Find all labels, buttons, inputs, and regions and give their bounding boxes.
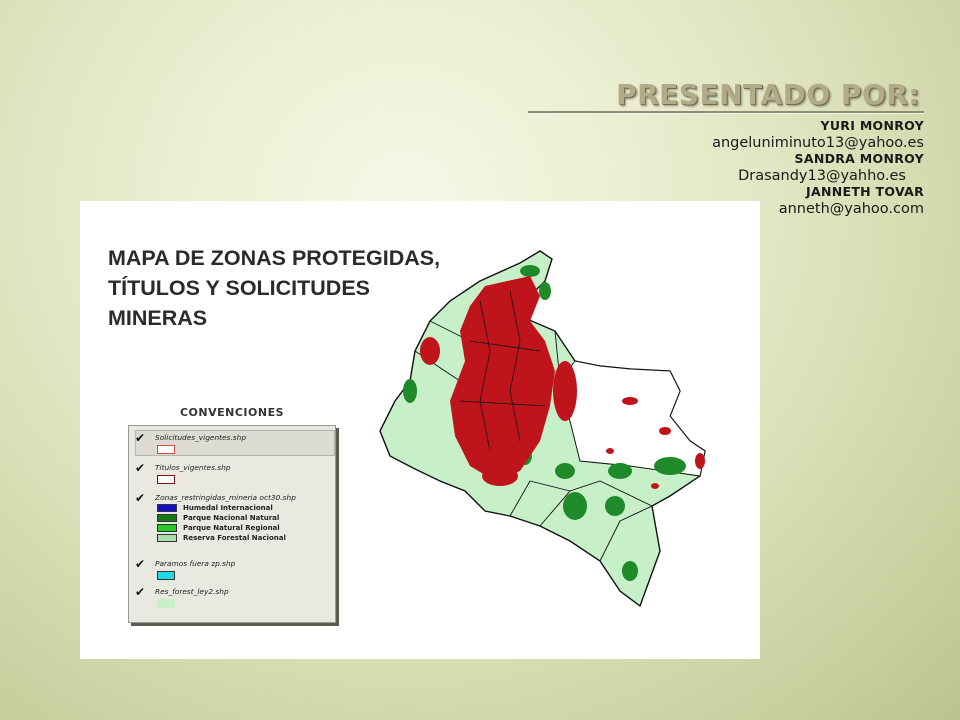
legend-swatch — [157, 534, 177, 542]
presenters-title: PRESENTADO POR: — [616, 78, 920, 111]
author-name: JANNETH TOVAR — [806, 184, 924, 199]
legend-class-pnn: Parque Nacional Natural — [157, 514, 279, 522]
legend-panel — [128, 406, 336, 623]
check-icon[interactable]: ✔ — [135, 431, 146, 445]
map-title-line2: TÍTULOS Y SOLICITUDES MINERAS — [108, 276, 371, 330]
map-title-line1: MAPA DE ZONAS PROTEGIDAS, — [108, 246, 441, 270]
legend-swatch — [157, 475, 175, 484]
legend-swatch — [157, 514, 177, 522]
author-name: YURI MONROY — [820, 118, 924, 133]
legend-swatch — [157, 504, 177, 512]
title-divider — [528, 111, 924, 113]
layer-label: Res_forest_ley2.shp — [155, 587, 229, 596]
author-email: angeluniminuto13@yahoo.es — [712, 134, 924, 151]
eastern-plains — [560, 361, 705, 476]
legend-swatch — [157, 524, 177, 532]
map-image — [80, 201, 760, 659]
legend-class-humedal: Humedal Internacional — [157, 504, 273, 512]
layer-label: Titulos_vigentes.shp — [155, 463, 231, 472]
legend-swatch — [157, 445, 175, 454]
legend-swatch — [157, 599, 175, 608]
legend-class-rfn: Reserva Forestal Nacional — [157, 534, 286, 542]
presenters-header — [524, 80, 924, 217]
check-icon[interactable]: ✔ — [135, 557, 146, 571]
layer-label: Solicitudes_vigentes.shp — [155, 433, 247, 442]
legend-heading: CONVENCIONES — [179, 406, 285, 419]
author-name: SANDRA MONROY — [794, 151, 924, 166]
layer-label: Zonas_restringidas_mineria oct30.shp — [155, 493, 296, 502]
author-email: Drasandy13@yahho.es — [738, 167, 906, 184]
check-icon[interactable]: ✔ — [135, 491, 146, 505]
legend-swatch — [157, 571, 175, 580]
legend-class-pnr: Parque Natural Regional — [157, 524, 280, 532]
check-icon[interactable]: ✔ — [135, 461, 146, 475]
check-icon[interactable]: ✔ — [135, 585, 146, 599]
author-email: anneth@yahoo.com — [778, 200, 924, 217]
layer-label: Paramos fuera zp.shp — [155, 559, 236, 568]
colombia-map — [370, 241, 760, 659]
